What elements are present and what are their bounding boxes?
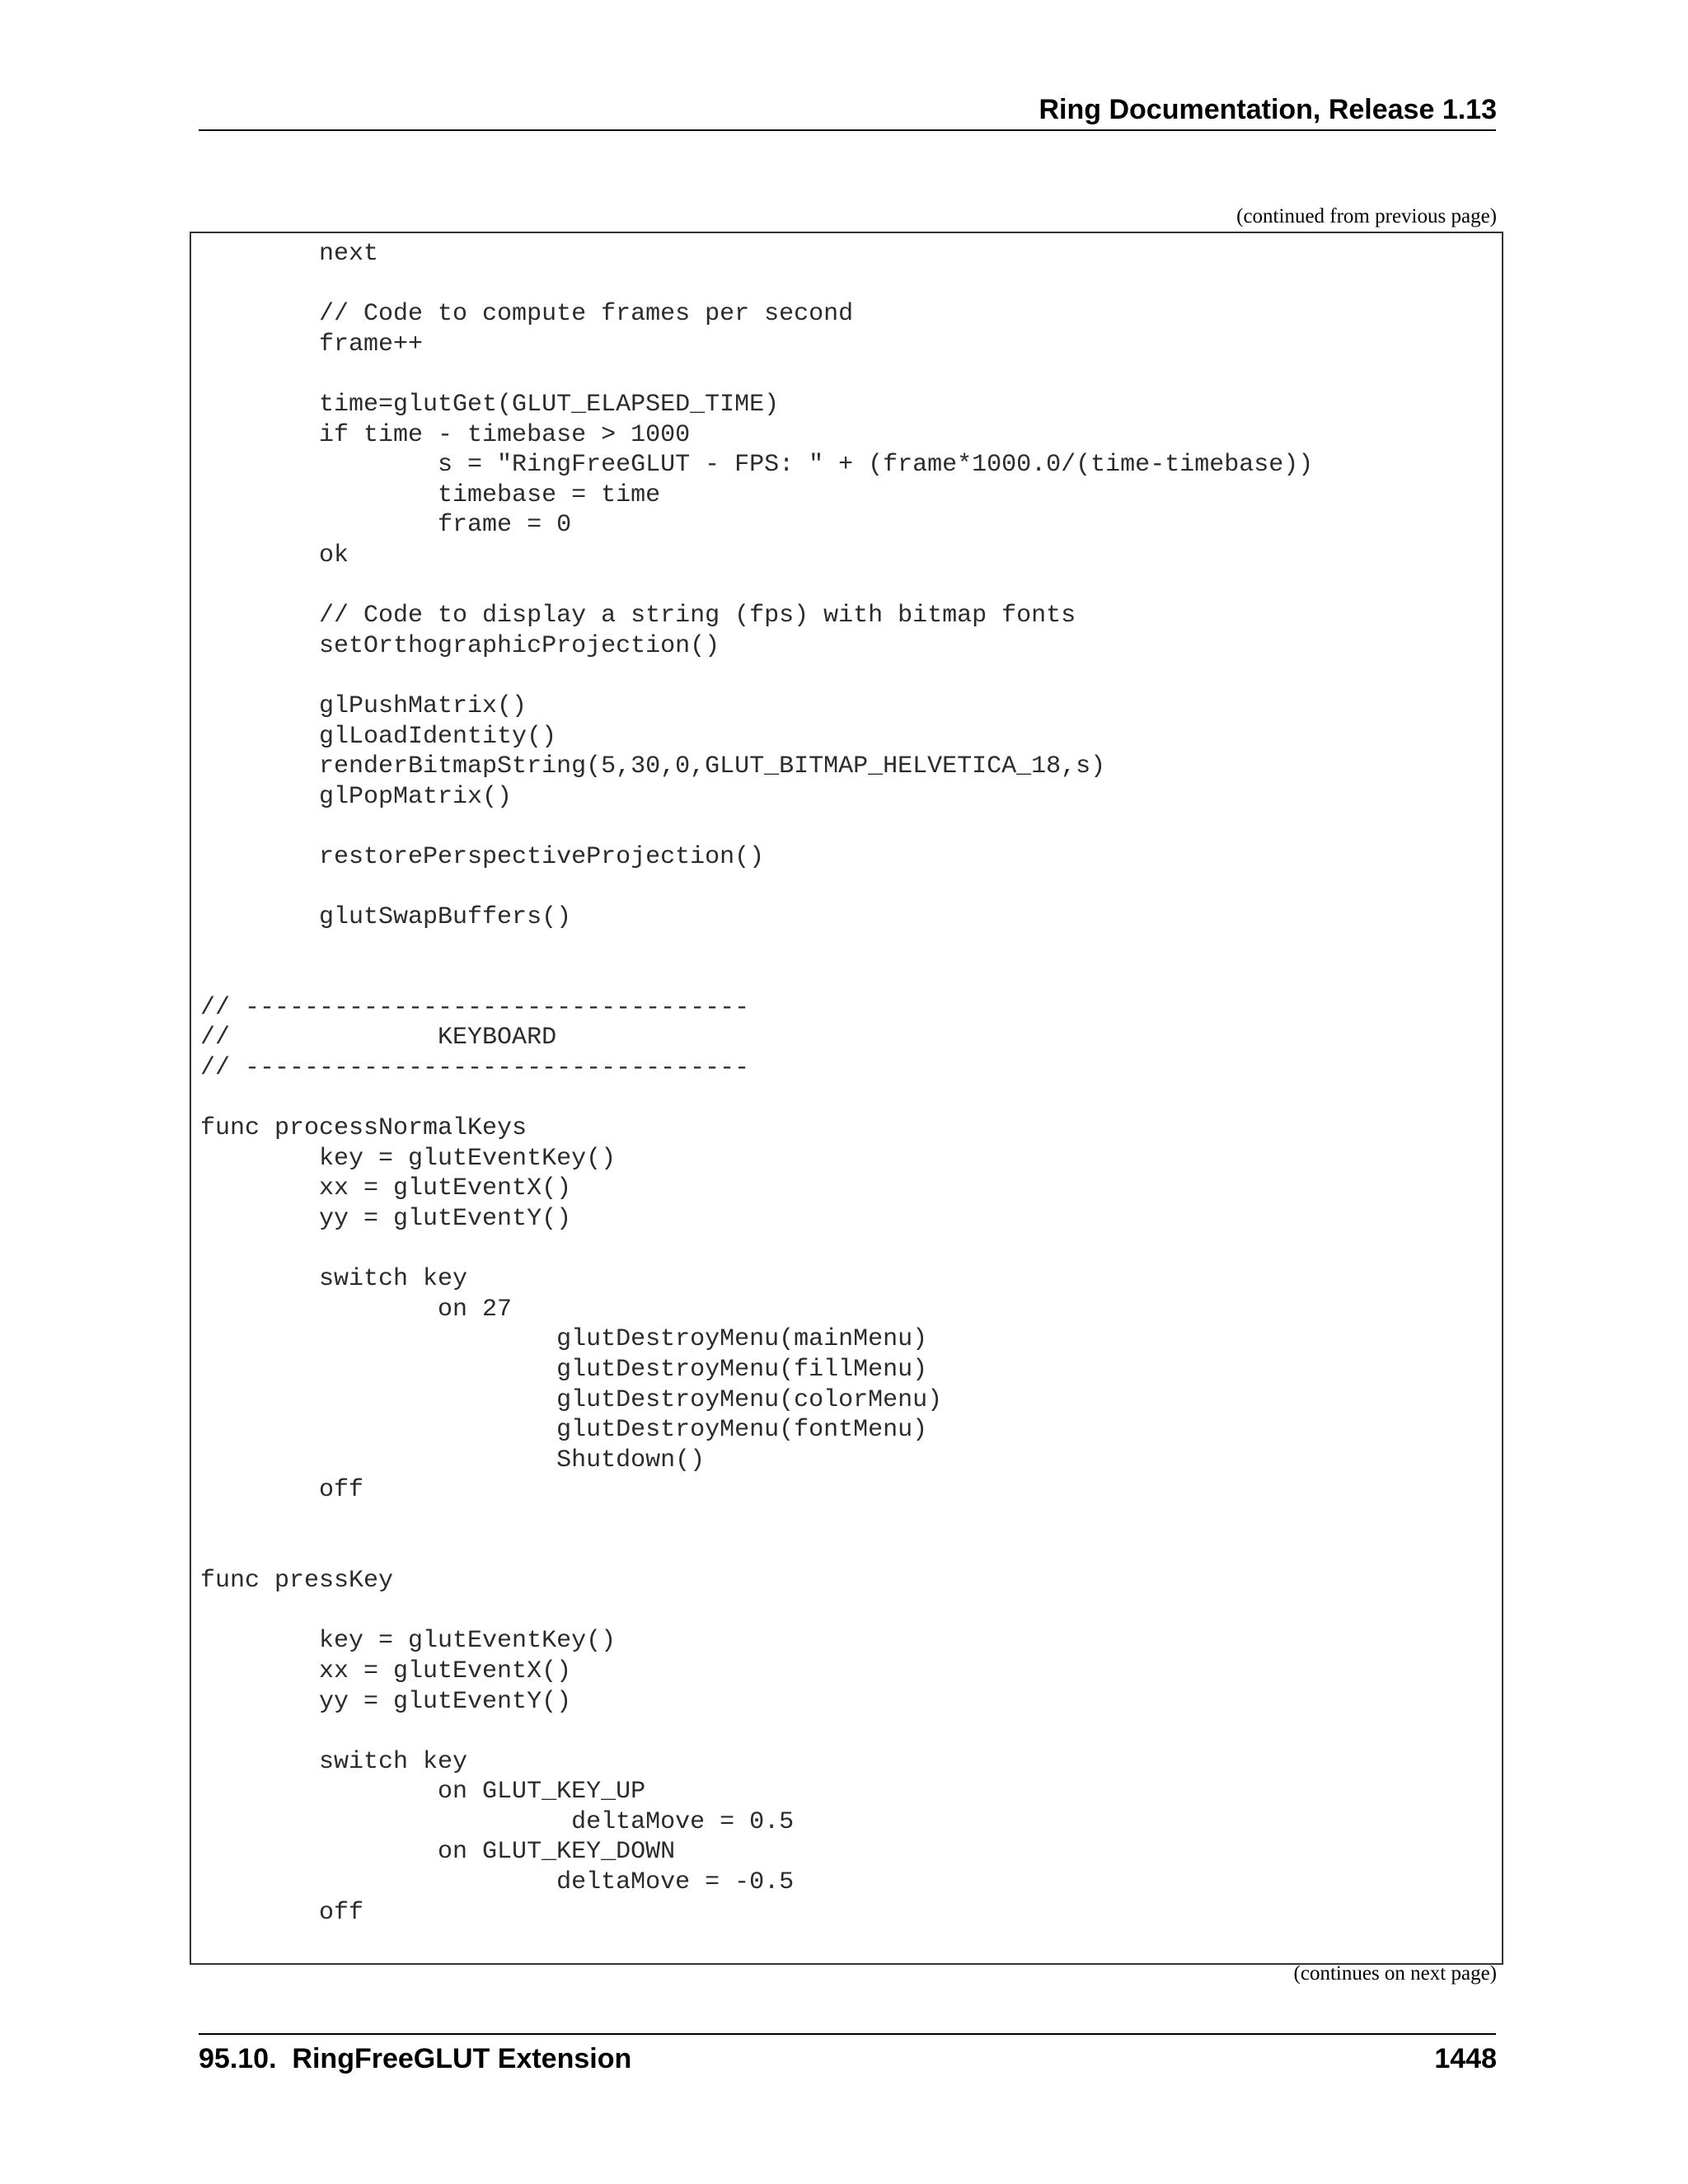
code-listing: next // Code to compute frames per second frame++ time=glutGet(GLUT_ELAPSED_TIME) if time - timebase > 1000 s = "RingFreeGLUT - FPS: " + (frame*1000.0/(time-timebase)) timebase = time frame = 0 ok // Code to display a string (fps) with bitmap fonts setOrthographicProjection() glPushMatrix() glLoadIdentity() renderBitmapString(5,30,0,GLUT_BITMAP_HELVETICA_18,s) glPopMatrix() restorePerspectiveProjection() glutSwapBuffers() // ---------------------------------- // KEYBOARD // ---------------------------------- func processNormalKeys key = glutEventKey() xx = glutEventX() yy = glutEventY() switch key on 27 glutDestroyMenu(mainMenu) glutDestroyMenu(fillMenu) glutDestroyMenu(colorMenu) glutDestroyMenu(fontMenu) Shutdown() off func pressKey key = glutEventKey() xx = glutEventX() yy = glutEventY() switch key on GLUT_KEY_UP deltaMove = 0.5 on GLUT_KEY_DOWN deltaMove = -0.5 off [200, 240, 1314, 1927]
header-rule [199, 129, 1496, 131]
continued-from-note: (continued from previous page) [1236, 205, 1497, 227]
footer-rule [199, 2033, 1496, 2035]
footer-page-number: 1448 [1434, 2043, 1497, 2074]
continues-on-note: (continues on next page) [1293, 1962, 1497, 1985]
code-block [190, 232, 1503, 1965]
footer-section-title: 95.10. RingFreeGLUT Extension [199, 2043, 632, 2074]
header-title: Ring Documentation, Release 1.13 [1039, 94, 1497, 125]
